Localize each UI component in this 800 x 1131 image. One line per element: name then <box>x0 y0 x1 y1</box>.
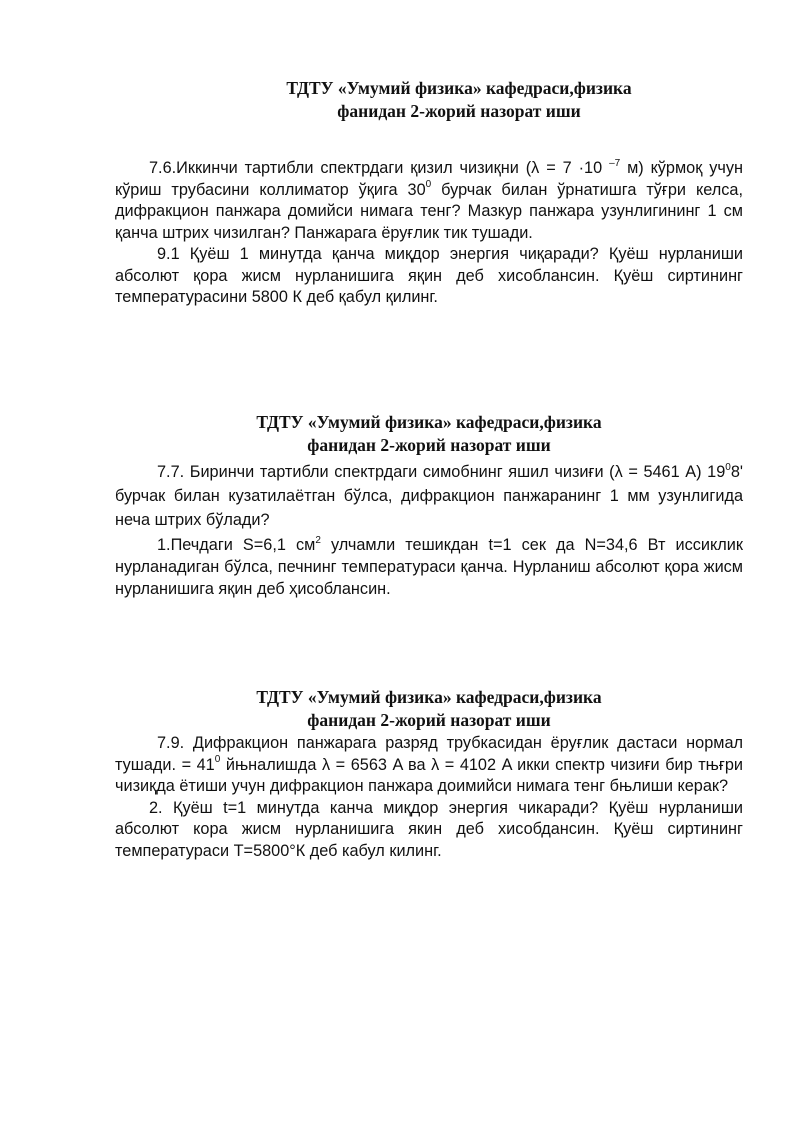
block1-heading-line1: ТДТУ «Умумий физика» кафедраси,физика <box>286 78 632 98</box>
block2-heading-line2: фанидан 2-жорий назорат иши <box>307 435 551 455</box>
block1-q1-text-a: 7.6.Иккинчи тартибли спектрдаги қизил чизиқни (λ = 7 ·10 <box>149 159 610 177</box>
block1-question2: 9.1 Қуёш 1 минутда қанча миқдор энергия чиқаради? Қуёш нурланиши абсолют қора жисм нурланишига яқин деб хисоблансин. Қуёш сиртининг температурасини 5800 К деб қабул қилинг. <box>115 245 743 306</box>
block1-q1-text-c: бурчак билан ўрнатишга тўғри келса, дифракцион панжара домийси нимага тенг? Мазкур панжара узунлигининг 1 см қанча штрих чизилган? Панжарага ёруғлик тик тушади. <box>115 180 743 242</box>
block3-q1-text-a: 7.9. Дифракцион панжарага разряд трубкасидан ёруғлик дастаси нормал тушади. = 41 <box>115 734 743 774</box>
block1-body <box>115 158 743 309</box>
block3-heading-line1: ТДТУ «Умумий физика» кафедраси,физика <box>256 687 602 707</box>
block3-heading-line2: фанидан 2-жорий назорат иши <box>307 710 551 730</box>
block1-heading <box>115 77 773 123</box>
block2-q2-text-b: улчамли тешикдан t=1 сек да N=34,6 Вт иссиклик нурланадиган бўлса, печнинг температураси қанча. Нурланиш абсолют қора жисм нурланишига яқин деб ҳисоблансин. <box>115 536 743 598</box>
block1-q1-text-b: м) кўрмоқ учун кўриш трубасини коллиматор ўқига 30 <box>115 159 743 199</box>
block2-heading <box>115 411 743 457</box>
block2-q1-text-b: 8' бурчак билан кузатилаётган бўлса, дифракцион панжаранинг 1 мм узунлигида неча штрих бўлади? <box>115 463 743 529</box>
block2-q2-exponent: 2 <box>315 534 321 546</box>
block2-heading-line1: ТДТУ «Умумий физика» кафедраси,физика <box>256 412 602 432</box>
block2-question1 <box>115 460 743 532</box>
block2-q2-text-a: 1.Печдаги S=6,1 см <box>157 536 316 554</box>
block3-question1 <box>115 733 743 798</box>
block3-body <box>115 733 743 862</box>
block1-q1-exponent: –7 <box>609 157 621 169</box>
block2-q1-text-a: 7.7. Биринчи тартибли спектрдаги симобнинг яшил чизиғи (λ = 5461 A) 19 <box>157 463 726 481</box>
block1-question1 <box>115 158 743 244</box>
block1-q1-degree: 0 <box>425 179 432 191</box>
block3-q1-text-b: йњналишда λ = 6563 A ва λ = 4102 A икки спектр чизиғи бир тњғри чизиқда ётиши учун дифракцион панжара доимийси нимага тенг бњлиши керак? <box>115 755 743 795</box>
block2-body <box>115 460 743 600</box>
block1-heading-line2: фанидан 2-жорий назорат иши <box>337 101 581 121</box>
block3-question2: 2. Қуёш t=1 минутда канча миқдор энергия чикаради? Қуёш нурланиши абсолют кора жисм нурланишига якин деб хисобдансин. Қуёш сиртининг температураси Т=5800°К деб кабул килинг. <box>115 798 743 860</box>
block3-heading <box>115 686 743 732</box>
block3-q1-degree: 0 <box>214 754 221 766</box>
block2-q1-degree: 0 <box>725 461 731 473</box>
block2-question2 <box>115 534 743 600</box>
